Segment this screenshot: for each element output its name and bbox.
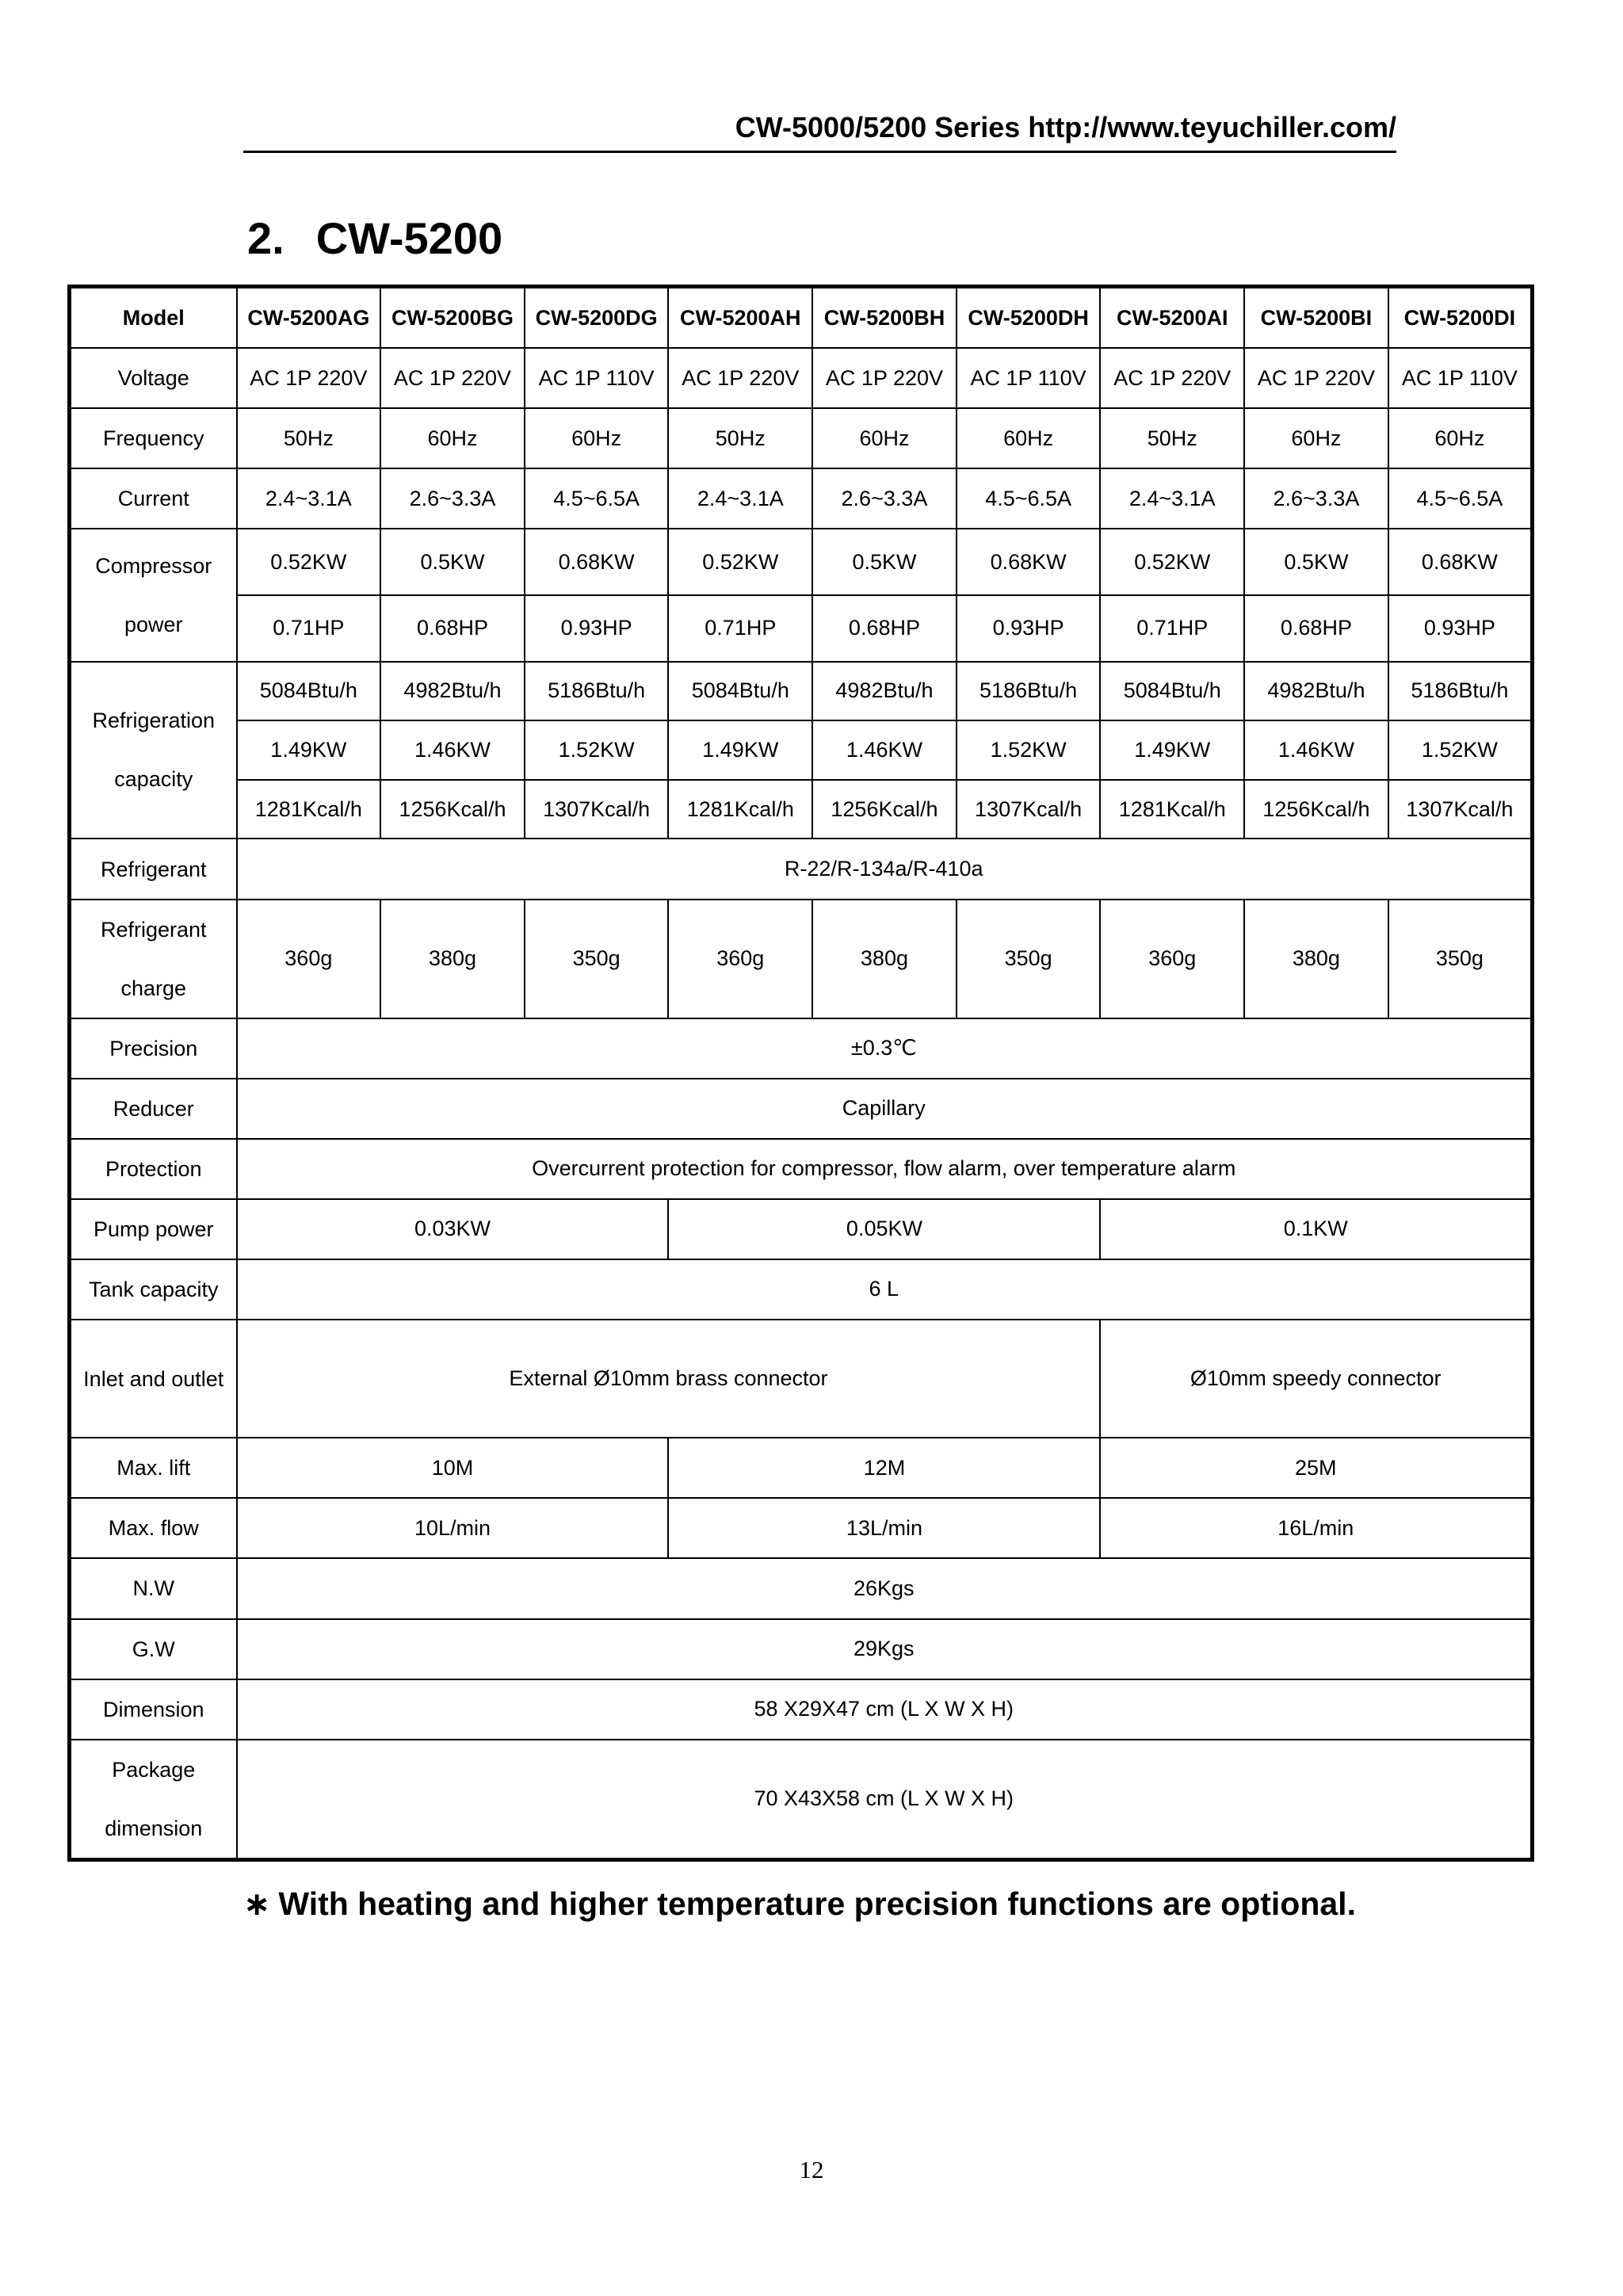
pump_power-row bbox=[70, 1199, 1533, 1259]
value-cell: 2.4~3.1A bbox=[237, 468, 381, 529]
row-label: Max. flow bbox=[70, 1498, 237, 1558]
value-cell: 60Hz bbox=[812, 408, 957, 468]
value-cell: 50Hz bbox=[668, 408, 812, 468]
value-cell: 1281Kcal/h bbox=[668, 780, 812, 839]
value-cell: 60Hz bbox=[957, 408, 1101, 468]
row-label: Precision bbox=[70, 1018, 237, 1079]
row-label: N.W bbox=[70, 1558, 237, 1618]
value-cell: 70 X43X58 cm (L X W X H) bbox=[237, 1740, 1533, 1860]
value-cell: 13L/min bbox=[668, 1498, 1100, 1558]
value-cell: 0.68KW bbox=[525, 529, 669, 595]
value-cell: 5084Btu/h bbox=[668, 662, 812, 721]
value-cell: 60Hz bbox=[1244, 408, 1388, 468]
value-cell: 5186Btu/h bbox=[957, 662, 1101, 721]
value-cell: AC 1P 110V bbox=[957, 348, 1101, 408]
row-label: Reducer bbox=[70, 1079, 237, 1139]
value-cell: 0.68KW bbox=[957, 529, 1101, 595]
value-cell: 0.71HP bbox=[668, 595, 812, 662]
value-cell: 0.52KW bbox=[237, 529, 381, 595]
precision-row bbox=[70, 1018, 1533, 1079]
value-cell: AC 1P 220V bbox=[1244, 348, 1388, 408]
value-cell: 1281Kcal/h bbox=[1100, 780, 1244, 839]
value-cell: AC 1P 220V bbox=[380, 348, 525, 408]
row-label: Inlet and outlet bbox=[70, 1320, 237, 1438]
value-cell: 350g bbox=[525, 900, 669, 1018]
value-cell: 380g bbox=[812, 900, 957, 1018]
max_flow-row bbox=[70, 1498, 1533, 1558]
model-name-cell: CW-5200BG bbox=[380, 287, 525, 349]
value-cell: 0.1KW bbox=[1100, 1199, 1532, 1259]
value-cell: 10M bbox=[237, 1438, 669, 1498]
value-cell: 0.71HP bbox=[237, 595, 381, 662]
section-number: 2. bbox=[247, 213, 285, 263]
model-name-cell: CW-5200DG bbox=[525, 287, 669, 349]
voltage-row bbox=[70, 348, 1533, 408]
row-label: G.W bbox=[70, 1619, 237, 1679]
value-cell: 4.5~6.5A bbox=[957, 468, 1101, 529]
value-cell: Ø10mm speedy connector bbox=[1100, 1320, 1532, 1438]
row-label: Frequency bbox=[70, 408, 237, 468]
compressor-power-hp-row bbox=[70, 595, 1533, 662]
row-label: Package dimension bbox=[70, 1740, 237, 1860]
value-cell: 10L/min bbox=[237, 1498, 669, 1558]
value-cell: 16L/min bbox=[1100, 1498, 1532, 1558]
refrigeration-capacity-kw-row bbox=[70, 720, 1533, 780]
value-cell: 0.5KW bbox=[812, 529, 957, 595]
value-cell: 0.52KW bbox=[668, 529, 812, 595]
gw-row bbox=[70, 1619, 1533, 1679]
frequency-row bbox=[70, 408, 1533, 468]
row-label: Refrigeration capacity bbox=[70, 662, 237, 839]
value-cell: 1.52KW bbox=[1388, 720, 1533, 780]
value-cell: 1.49KW bbox=[237, 720, 381, 780]
value-cell: 1307Kcal/h bbox=[525, 780, 669, 839]
value-cell: 0.71HP bbox=[1100, 595, 1244, 662]
value-cell: ±0.3℃ bbox=[237, 1018, 1533, 1079]
dimension-row bbox=[70, 1679, 1533, 1740]
value-cell: 1.52KW bbox=[525, 720, 669, 780]
value-cell: External Ø10mm brass connector bbox=[237, 1320, 1101, 1438]
footnote bbox=[243, 1885, 1356, 1923]
value-cell: AC 1P 220V bbox=[668, 348, 812, 408]
value-cell: 58 X29X47 cm (L X W X H) bbox=[237, 1679, 1533, 1740]
value-cell: 1.49KW bbox=[668, 720, 812, 780]
value-cell: 360g bbox=[1100, 900, 1244, 1018]
page-header: CW-5000/5200 Series http://www.teyuchiller.com/ bbox=[243, 111, 1396, 153]
spec-table bbox=[67, 285, 1534, 1862]
row-label: Refrigerant bbox=[70, 839, 237, 899]
value-cell: 5084Btu/h bbox=[237, 662, 381, 721]
refrigeration-capacity-kcal-row bbox=[70, 780, 1533, 839]
row-label: Pump power bbox=[70, 1199, 237, 1259]
max_lift-row bbox=[70, 1438, 1533, 1498]
value-cell: Capillary bbox=[237, 1079, 1533, 1139]
value-cell: 1.46KW bbox=[812, 720, 957, 780]
value-cell: 350g bbox=[957, 900, 1101, 1018]
value-cell: 1256Kcal/h bbox=[1244, 780, 1388, 839]
value-cell: 4982Btu/h bbox=[380, 662, 525, 721]
row-label: Compressor power bbox=[70, 529, 237, 661]
section-title bbox=[247, 212, 502, 264]
value-cell: 25M bbox=[1100, 1438, 1532, 1498]
value-cell: 2.6~3.3A bbox=[812, 468, 957, 529]
value-cell: 0.93HP bbox=[1388, 595, 1533, 662]
value-cell: 50Hz bbox=[237, 408, 381, 468]
refrigerant-row bbox=[70, 839, 1533, 899]
value-cell: 4.5~6.5A bbox=[525, 468, 669, 529]
value-cell: 29Kgs bbox=[237, 1619, 1533, 1679]
protection-row bbox=[70, 1139, 1533, 1199]
value-cell: 1307Kcal/h bbox=[1388, 780, 1533, 839]
model-name-cell: CW-5200DI bbox=[1388, 287, 1533, 349]
tank_capacity-row bbox=[70, 1259, 1533, 1320]
page-number: 12 bbox=[799, 2156, 824, 2183]
value-cell: Overcurrent protection for compressor, flow alarm, over temperature alarm bbox=[237, 1139, 1533, 1199]
model-name-cell: CW-5200AI bbox=[1100, 287, 1244, 349]
model-name-cell: CW-5200BI bbox=[1244, 287, 1388, 349]
footnote-text: With heating and higher temperature precision functions are optional. bbox=[278, 1885, 1356, 1922]
section-title-text: CW-5200 bbox=[315, 213, 503, 263]
value-cell: 1.52KW bbox=[957, 720, 1101, 780]
value-cell: 0.03KW bbox=[237, 1199, 669, 1259]
value-cell: 26Kgs bbox=[237, 1558, 1533, 1618]
value-cell: 360g bbox=[237, 900, 381, 1018]
value-cell: 0.93HP bbox=[525, 595, 669, 662]
value-cell: 60Hz bbox=[1388, 408, 1533, 468]
value-cell: 0.05KW bbox=[668, 1199, 1100, 1259]
inlet-outlet-row bbox=[70, 1320, 1533, 1438]
model-name-cell: CW-5200AH bbox=[668, 287, 812, 349]
value-cell: 0.68KW bbox=[1388, 529, 1533, 595]
value-cell: 50Hz bbox=[1100, 408, 1244, 468]
value-cell: 60Hz bbox=[380, 408, 525, 468]
value-cell: AC 1P 220V bbox=[237, 348, 381, 408]
value-cell: 4982Btu/h bbox=[812, 662, 957, 721]
compressor-power-row bbox=[70, 529, 1533, 595]
value-cell: AC 1P 220V bbox=[1100, 348, 1244, 408]
value-cell: AC 1P 110V bbox=[1388, 348, 1533, 408]
value-cell: 0.68HP bbox=[812, 595, 957, 662]
row-label: Voltage bbox=[70, 348, 237, 408]
value-cell: 1307Kcal/h bbox=[957, 780, 1101, 839]
table-header-row bbox=[70, 287, 1533, 349]
value-cell: 0.5KW bbox=[1244, 529, 1388, 595]
row-label: Tank capacity bbox=[70, 1259, 237, 1320]
refrigerant-charge-row bbox=[70, 900, 1533, 1018]
value-cell: 1.46KW bbox=[1244, 720, 1388, 780]
value-cell: 5084Btu/h bbox=[1100, 662, 1244, 721]
value-cell: R-22/R-134a/R-410a bbox=[237, 839, 1533, 899]
value-cell: 1.49KW bbox=[1100, 720, 1244, 780]
asterisk-icon: ∗ bbox=[243, 1885, 271, 1922]
value-cell: 2.4~3.1A bbox=[668, 468, 812, 529]
row-label: Dimension bbox=[70, 1679, 237, 1740]
value-cell: AC 1P 220V bbox=[812, 348, 957, 408]
current-row bbox=[70, 468, 1533, 529]
reducer-row bbox=[70, 1079, 1533, 1139]
value-cell: AC 1P 110V bbox=[525, 348, 669, 408]
value-cell: 1256Kcal/h bbox=[812, 780, 957, 839]
value-cell: 0.5KW bbox=[380, 529, 525, 595]
value-cell: 360g bbox=[668, 900, 812, 1018]
value-cell: 380g bbox=[380, 900, 525, 1018]
value-cell: 380g bbox=[1244, 900, 1388, 1018]
value-cell: 4982Btu/h bbox=[1244, 662, 1388, 721]
row-label: Protection bbox=[70, 1139, 237, 1199]
nw-row bbox=[70, 1558, 1533, 1618]
value-cell: 1.46KW bbox=[380, 720, 525, 780]
value-cell: 6 L bbox=[237, 1259, 1533, 1320]
value-cell: 12M bbox=[668, 1438, 1100, 1498]
value-cell: 0.68HP bbox=[1244, 595, 1388, 662]
model-name-cell: CW-5200DH bbox=[957, 287, 1101, 349]
value-cell: 1281Kcal/h bbox=[237, 780, 381, 839]
value-cell: 1256Kcal/h bbox=[380, 780, 525, 839]
value-cell: 5186Btu/h bbox=[525, 662, 669, 721]
row-label: Current bbox=[70, 468, 237, 529]
model-name-cell: CW-5200AG bbox=[237, 287, 381, 349]
refrigeration-capacity-row bbox=[70, 662, 1533, 721]
value-cell: 60Hz bbox=[525, 408, 669, 468]
value-cell: 5186Btu/h bbox=[1388, 662, 1533, 721]
row-label: Max. lift bbox=[70, 1438, 237, 1498]
value-cell: 4.5~6.5A bbox=[1388, 468, 1533, 529]
value-cell: 350g bbox=[1388, 900, 1533, 1018]
value-cell: 2.6~3.3A bbox=[1244, 468, 1388, 529]
package_dimension-row bbox=[70, 1740, 1533, 1860]
model-name-cell: CW-5200BH bbox=[812, 287, 957, 349]
value-cell: 0.68HP bbox=[380, 595, 525, 662]
value-cell: 2.4~3.1A bbox=[1100, 468, 1244, 529]
value-cell: 2.6~3.3A bbox=[380, 468, 525, 529]
model-header-cell: Model bbox=[70, 287, 237, 349]
row-label: Refrigerant charge bbox=[70, 900, 237, 1018]
value-cell: 0.52KW bbox=[1100, 529, 1244, 595]
value-cell: 0.93HP bbox=[957, 595, 1101, 662]
